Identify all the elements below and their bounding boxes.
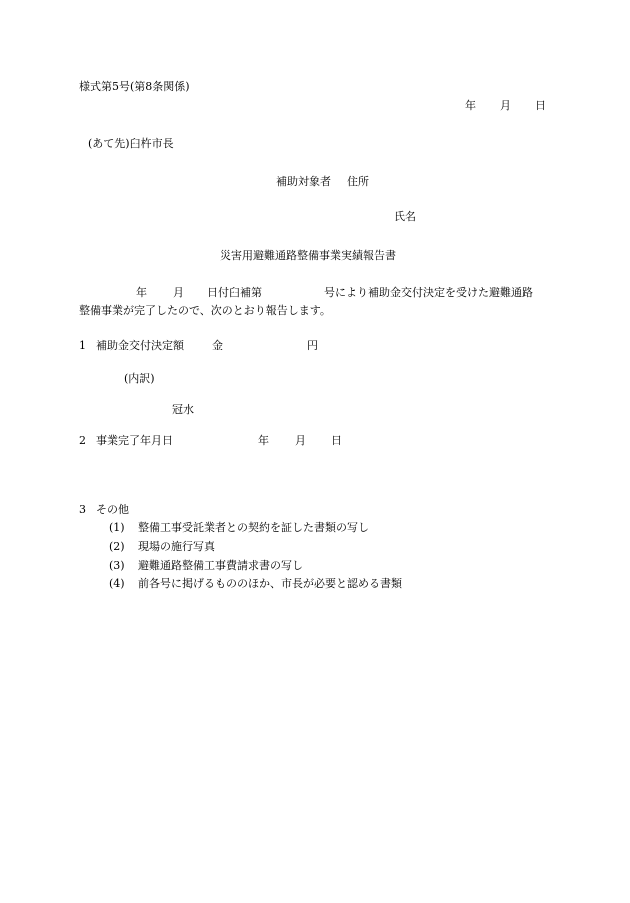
body-line-2: 整備事業が完了したので、次のとおり報告します。	[79, 304, 331, 317]
date-month-label: 月	[500, 99, 511, 112]
list-item-number: (3)	[109, 559, 125, 572]
body-decision-text: 号により補助金交付決定を受けた避難通路	[324, 286, 533, 299]
list-item-text: 現場の施行写真	[138, 540, 215, 553]
item2-day-label: 日	[331, 434, 342, 447]
breakdown-label: (内訳)	[124, 372, 155, 385]
list-item-number: (4)	[109, 577, 125, 590]
item1-kin: 金	[212, 339, 223, 352]
body-year-label: 年	[136, 286, 147, 299]
list-item-text: 避難通路整備工事費請求書の写し	[138, 559, 303, 572]
item2-month-label: 月	[295, 434, 306, 447]
document-title: 災害用避難通路整備事業実績報告書	[220, 249, 396, 262]
applicant-label: 補助対象者	[276, 175, 331, 188]
item1-number: 1	[79, 339, 86, 352]
address-label: 住所	[347, 175, 369, 188]
list-item-text: 整備工事受託業者との契約を証した書類の写し	[138, 521, 369, 534]
breakdown-item: 冠水	[172, 403, 194, 416]
item2-label: 事業完了年月日	[96, 434, 173, 447]
name-label: 氏名	[394, 210, 416, 223]
date-day-label: 日	[535, 99, 546, 112]
item3-label: その他	[96, 503, 129, 516]
addressee: (あて先)臼杵市長	[88, 137, 174, 150]
item2-number: 2	[79, 434, 86, 447]
list-item-text: 前各号に掲げるもののほか、市長が必要と認める書類	[138, 577, 402, 590]
item2-year-label: 年	[258, 434, 269, 447]
item1-yen: 円	[307, 339, 318, 352]
body-month-label: 月	[173, 286, 184, 299]
list-item-number: (1)	[109, 521, 125, 534]
item1-label: 補助金交付決定額	[96, 339, 184, 352]
item3-number: 3	[79, 503, 86, 516]
date-year-label: 年	[465, 99, 476, 112]
form-number: 様式第5号(第8条関係)	[79, 80, 190, 93]
list-item-number: (2)	[109, 540, 125, 553]
body-decision-prefix: 日付臼補第	[207, 286, 262, 299]
